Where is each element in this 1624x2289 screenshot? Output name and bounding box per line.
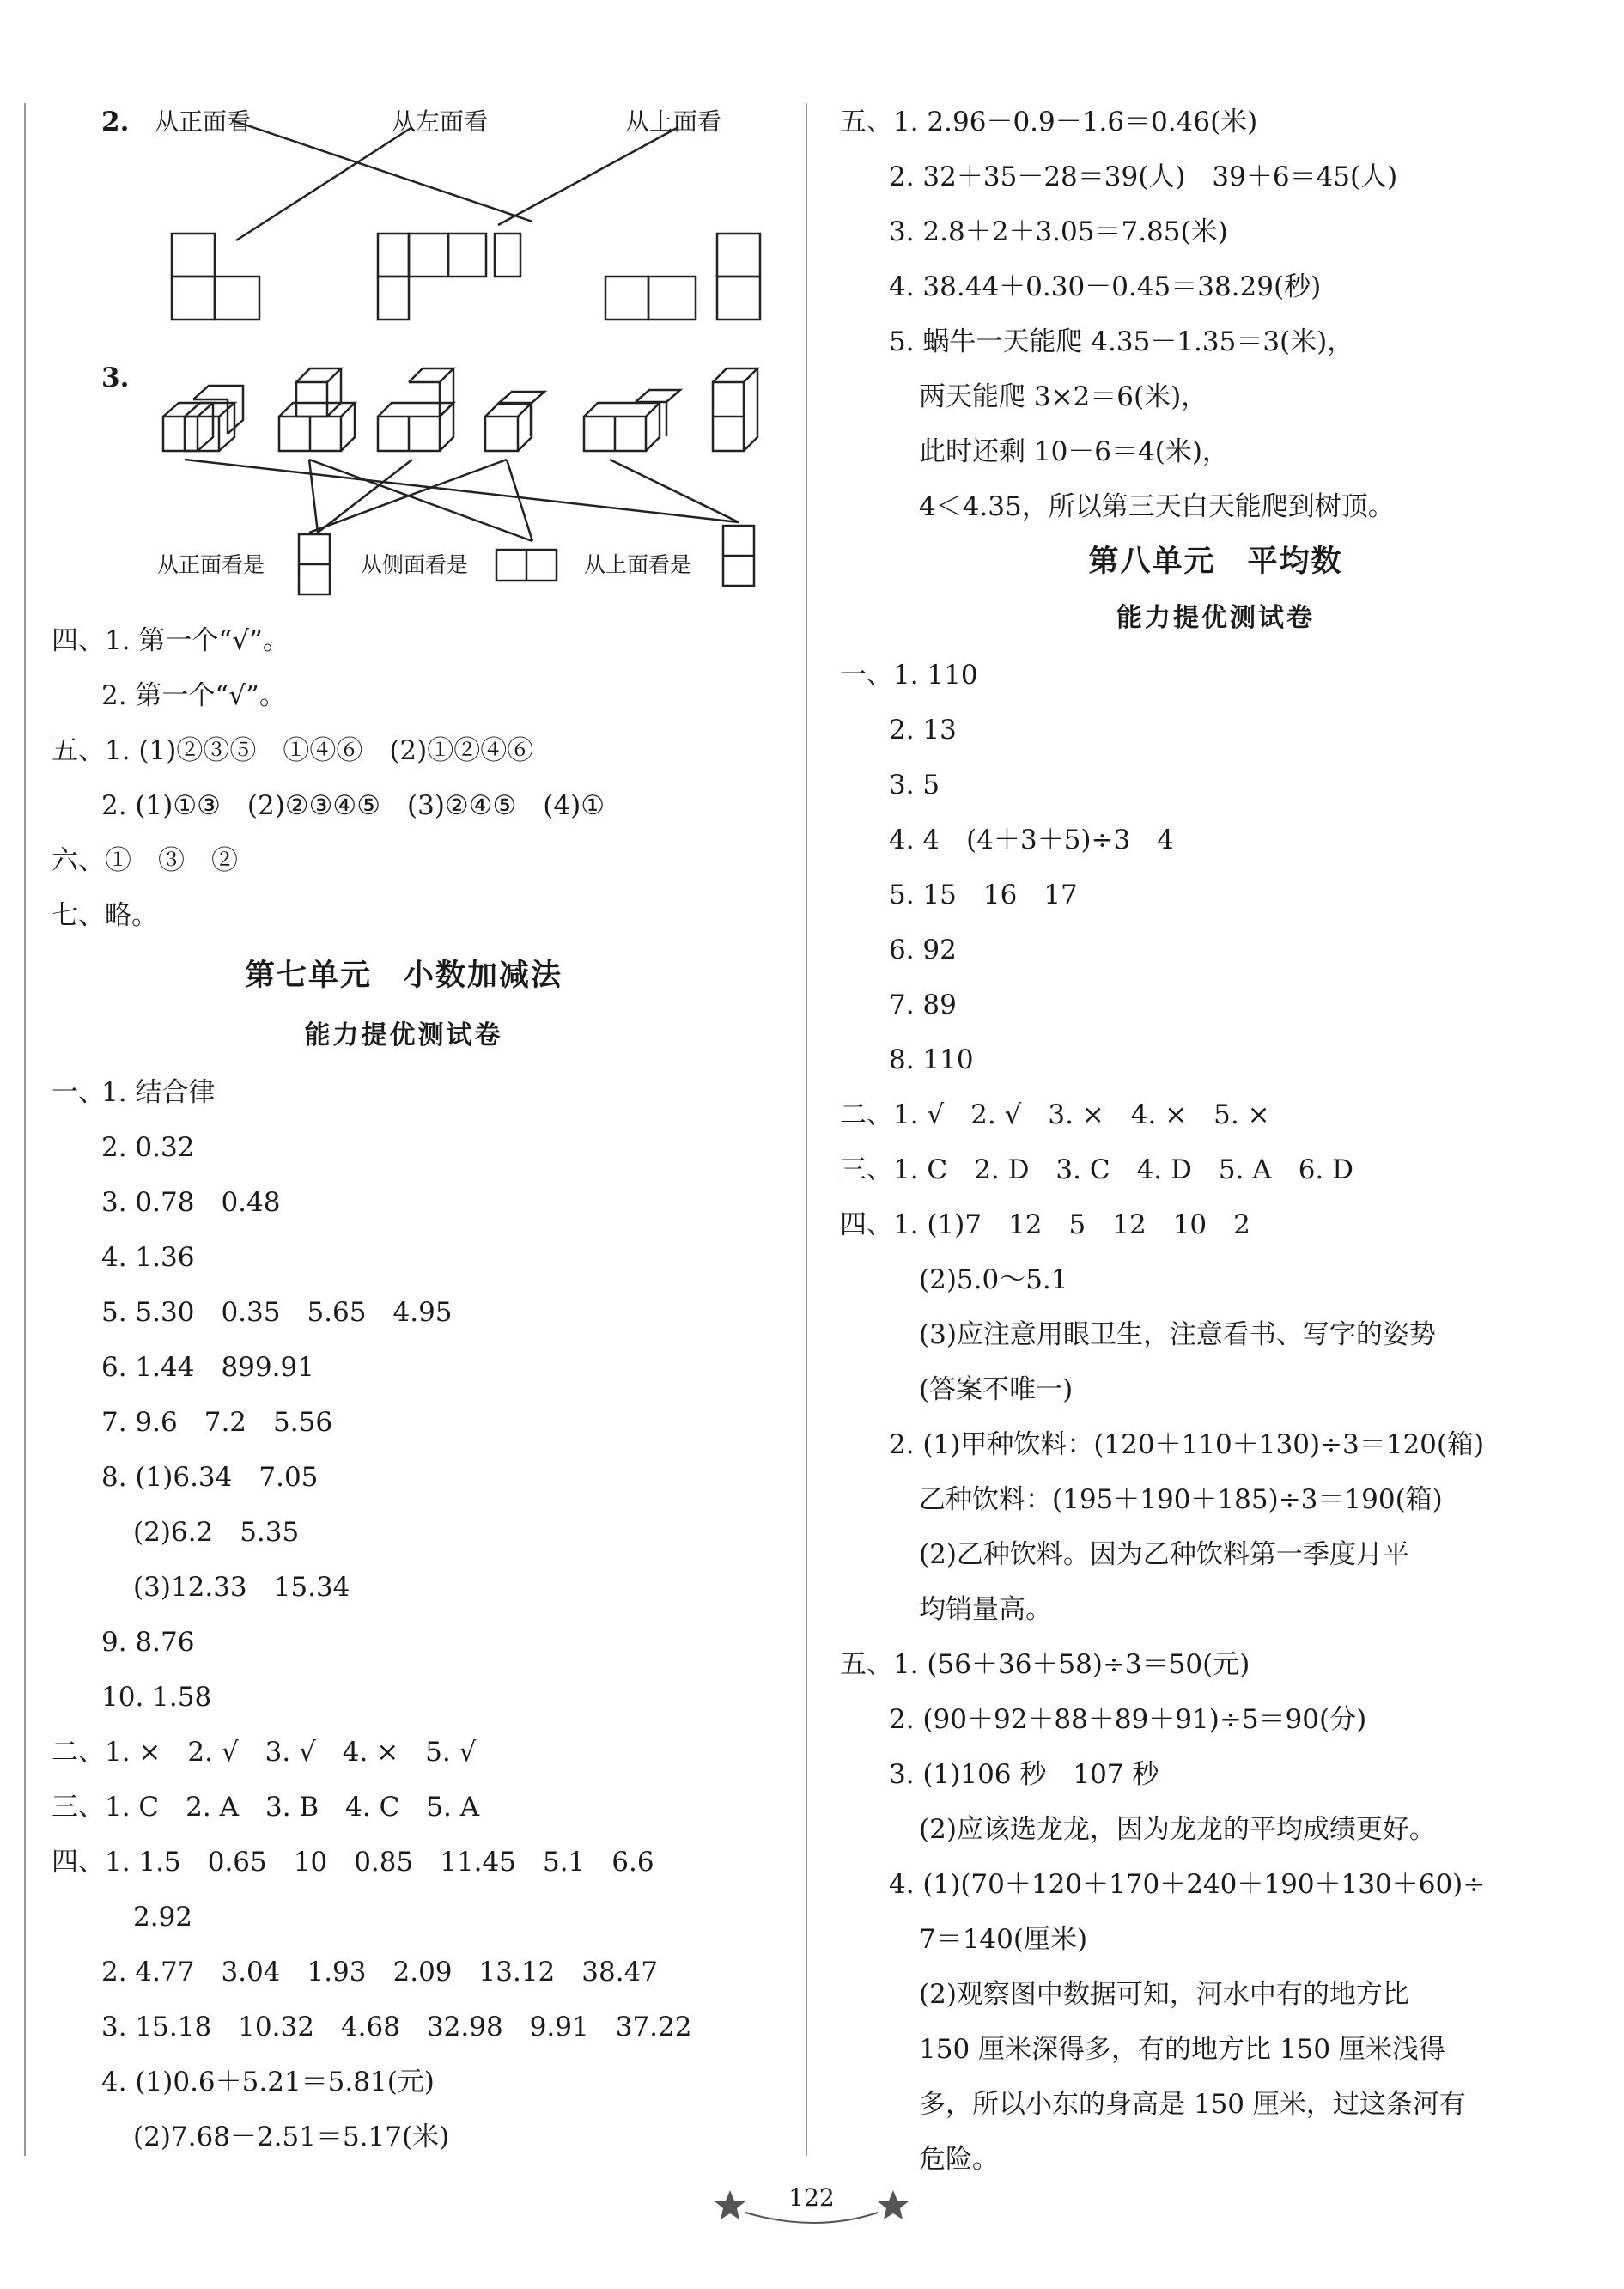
view-label-left: 从左面看 <box>392 107 489 136</box>
u7-part1-item: 2. 0.32 <box>101 1132 195 1163</box>
u8-part4-l5: 2. (1)甲种饮料：(120＋110＋130)÷3＝120(箱) <box>889 1429 1485 1460</box>
u8-part1-item: 2. 13 <box>889 715 957 746</box>
sec6-line: 六、① ③ ② <box>52 845 238 876</box>
u7-part4-line4: 4. (1)0.6＋5.21＝5.81(元) <box>101 2067 435 2097</box>
unit7-title: 第七单元 小数加减法 <box>244 958 563 993</box>
r-part5-l7: 此时还剩 10－6＝4(米)， <box>919 436 1229 467</box>
u8-part4-l6: 乙种饮料：(195＋190＋185)÷3＝190(箱) <box>919 1484 1443 1515</box>
u7-part1-item: 7. 9.6 7.2 5.56 <box>101 1407 333 1438</box>
r-part5-l2: 2. 32＋35－28＝39(人) 39＋6＝45(人) <box>889 161 1398 192</box>
q3-label-side: 从侧面看是 <box>361 552 469 577</box>
u7-part3: 三、1. C 2. A 3. B 4. C 5. A <box>52 1792 480 1823</box>
u8-part5-l6: 7＝140(厘米) <box>919 1924 1088 1955</box>
unit7-subtitle: 能力提优测试卷 <box>304 1020 503 1050</box>
r-part5-l8: 4＜4.35，所以第三天白天能爬到树顶。 <box>919 491 1395 522</box>
u7-part4-line2: 2. 4.77 3.04 1.93 2.09 13.12 38.47 <box>101 1957 659 1988</box>
u7-part1-item: 10. 1.58 <box>101 1682 212 1713</box>
u8-part1-item: 3. 5 <box>889 770 940 801</box>
unit8-subtitle: 能力提优测试卷 <box>1116 603 1315 633</box>
u8-part5-l8: 150 厘米深得多，有的地方比 150 厘米浅得 <box>919 2034 1445 2065</box>
u8-part4-l3: (3)应注意用眼卫生，注意看书、写字的姿势 <box>919 1319 1436 1350</box>
sec4-line2: 2. 第一个“√”。 <box>101 680 286 711</box>
u8-part5-l1: 五、1. (56＋36＋58)÷3＝50(元) <box>840 1649 1250 1680</box>
u8-part5-l9: 多，所以小东的身高是 150 厘米，过这条河有 <box>919 2089 1466 2120</box>
sec5-line1: 五、1. (1)②③⑤ ①④⑥ (2)①②④⑥ <box>52 735 534 766</box>
sec7-line: 七、略。 <box>52 900 158 931</box>
q3-cubes-diagram <box>0 0 807 601</box>
u7-part4-line1: 四、1. 1.5 0.65 10 0.85 11.45 5.1 6.6 <box>52 1847 654 1878</box>
u8-part2: 二、1. √ 2. √ 3. × 4. × 5. × <box>840 1099 1270 1130</box>
view-label-front: 从正面看 <box>155 107 252 136</box>
q2-number: 2. <box>101 107 130 137</box>
r-part5-l4: 4. 38.44＋0.30－0.45＝38.29(秒) <box>889 271 1322 302</box>
u8-part4-l1: 四、1. (1)7 12 5 12 10 2 <box>840 1209 1250 1240</box>
q3-label-top: 从上面看是 <box>584 552 692 577</box>
u8-part1-item: 7. 89 <box>889 989 957 1020</box>
sec4-line1: 四、1. 第一个“√”。 <box>52 625 289 656</box>
u7-part1-item: 4. 1.36 <box>101 1242 195 1273</box>
u7-part1-item: 9. 8.76 <box>101 1627 195 1658</box>
u7-part1-item: 5. 5.30 0.35 5.65 4.95 <box>101 1297 453 1328</box>
u8-part4-l7: (2)乙种饮料。因为乙种饮料第一季度月平 <box>919 1539 1409 1570</box>
u7-part1-item: (3)12.33 15.34 <box>133 1572 350 1603</box>
u8-part5-l7: (2)观察图中数据可知，河水中有的地方比 <box>919 1979 1409 2010</box>
u8-part5-l5: 4. (1)(70＋120＋170＋240＋190＋130＋60)÷ <box>889 1869 1486 1900</box>
view-label-top: 从上面看 <box>625 107 722 136</box>
u7-part4-line1b: 2.92 <box>133 1902 193 1933</box>
u8-part1-item: 8. 110 <box>889 1044 974 1075</box>
star-icon <box>878 2190 909 2219</box>
u8-part5-l4: (2)应该选龙龙，因为龙龙的平均成绩更好。 <box>919 1814 1436 1845</box>
u7-part1-item: 6. 1.44 899.91 <box>101 1352 314 1383</box>
u8-part5-l3: 3. (1)106 秒 107 秒 <box>889 1759 1159 1790</box>
u8-part1-item: 4. 4 (4＋3＋5)÷3 4 <box>889 825 1174 855</box>
sec5-line2: 2. (1)①③ (2)②③④⑤ (3)②④⑤ (4)① <box>101 790 605 821</box>
u7-part4-line5: (2)7.68－2.51＝5.17(米) <box>133 2122 450 2152</box>
u7-part1-item: 1. 结合律 <box>101 1077 216 1108</box>
u8-part1-item: 6. 92 <box>889 934 957 965</box>
u8-part5-l10: 危险。 <box>919 2144 999 2175</box>
u7-part2: 二、1. × 2. √ 3. √ 4. × 5. √ <box>52 1737 477 1768</box>
u8-part3: 三、1. C 2. D 3. C 4. D 5. A 6. D <box>840 1154 1353 1185</box>
star-icon <box>715 2190 745 2219</box>
u8-part4-l8: 均销量高。 <box>919 1594 1052 1625</box>
u7-part4-line3: 3. 15.18 10.32 4.68 32.98 9.91 37.22 <box>101 2012 692 2042</box>
u8-part1-item: 5. 15 16 17 <box>889 880 1078 910</box>
u7-part1-item: 8. (1)6.34 7.05 <box>101 1462 319 1493</box>
u7-part1-prefix: 一、 <box>52 1077 105 1108</box>
q3-label-front: 从正面看是 <box>157 552 265 577</box>
u8-part5-l2: 2. (90＋92＋88＋89＋91)÷5＝90(分) <box>889 1704 1367 1735</box>
r-part5-l6: 两天能爬 3×2＝6(米)， <box>919 381 1208 412</box>
r-part5-l1: 五、1. 2.96－0.9－1.6＝0.46(米) <box>840 107 1258 137</box>
u7-part1-item: (2)6.2 5.35 <box>133 1517 300 1548</box>
unit8-title: 第八单元 平均数 <box>1088 544 1343 579</box>
q3-number: 3. <box>101 362 130 393</box>
u8-part4-l4: (答案不唯一) <box>919 1374 1074 1405</box>
u8-part1-item: 一、1. 110 <box>840 660 978 691</box>
r-part5-l5: 5. 蜗牛一天能爬 4.35－1.35＝3(米)， <box>889 326 1354 357</box>
page-number: 122 <box>788 2183 835 2212</box>
u8-part4-l2: (2)5.0～5.1 <box>919 1264 1068 1295</box>
u7-part1-item: 3. 0.78 0.48 <box>101 1187 281 1218</box>
r-part5-l3: 3. 2.8＋2＋3.05＝7.85(米) <box>889 216 1228 247</box>
